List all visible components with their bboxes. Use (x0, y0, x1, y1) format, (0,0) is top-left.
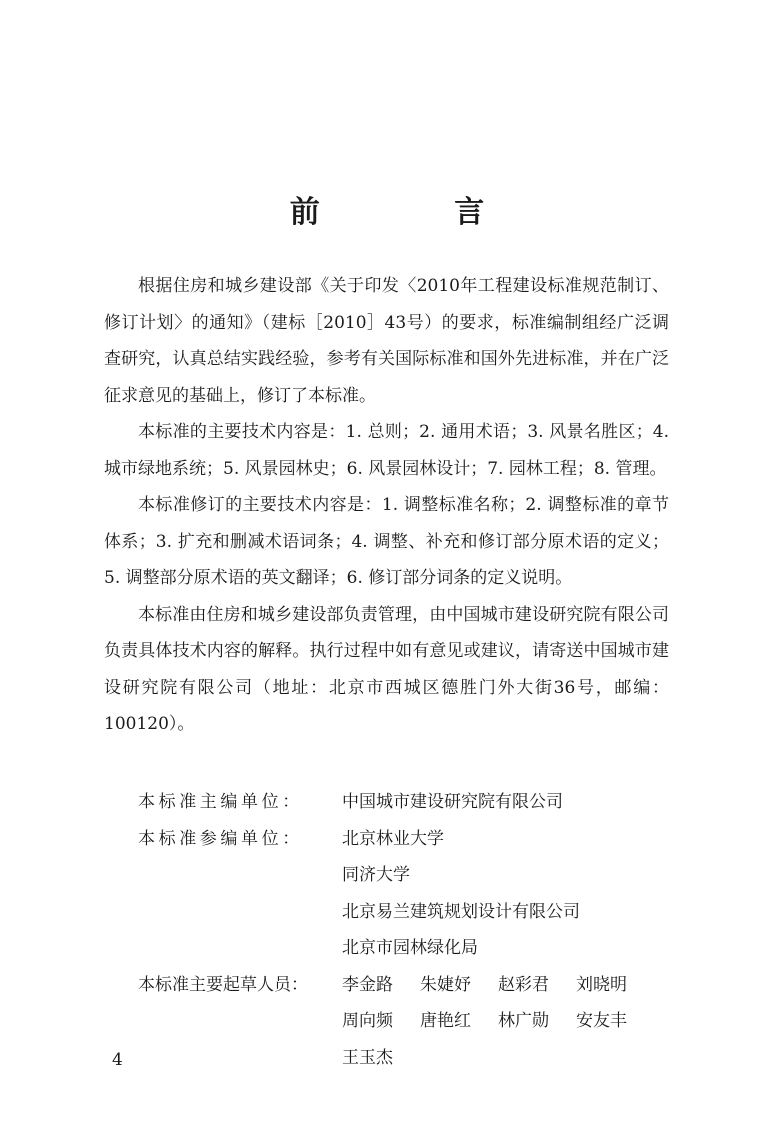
participating-units-label: 本标准参编单位： (138, 828, 303, 849)
drafter-names (342, 967, 672, 1077)
chief-unit-label: 本标准主编单位： (138, 792, 303, 812)
drafter-name: 赵彩君 (498, 974, 549, 995)
drafter-name: 安友丰 (576, 1011, 627, 1031)
drafter-name: 林广勋 (498, 1011, 549, 1031)
paragraph-main-contents: 本标准的主要技术内容是：1. 总则；2. 通用术语；3. 风景名胜区；4. 城市绿地系统；5. 风景园林史；6. 风景园林设计；7. 园林工程；8. 管理。 (104, 422, 669, 479)
drafters-label: 本标准主要起草人员： (138, 974, 308, 995)
preface-body (104, 268, 669, 743)
drafter-name: 刘晓明 (576, 974, 627, 995)
chief-unit-row (138, 784, 678, 821)
participating-unit: 北京易兰建筑规划设计有限公司 (342, 901, 580, 922)
drafter-name: 王玉杰 (342, 1047, 393, 1068)
chief-unit-value: 中国城市建设研究院有限公司 (342, 792, 563, 812)
participating-unit: 同济大学 (342, 865, 410, 885)
drafter-name: 李金路 (342, 974, 393, 995)
drafter-name: 唐艳红 (420, 1011, 471, 1031)
participating-units-row (138, 821, 678, 967)
drafters-row (138, 967, 678, 1077)
drafter-name: 周向频 (342, 1011, 393, 1031)
paragraph-basis: 根据住房和城乡建设部《关于印发〈2010年工程建设标准规范制订、修订计划〉的通知》（建标［2010］43号）的要求，标准编制组经广泛调查研究，认真总结实践经验，参考有关国际标准和国外先进标准，并在广泛征求意见的基础上，修订了本标准。 (104, 276, 669, 406)
participating-unit: 北京市园林绿化局 (342, 938, 478, 958)
paragraph-management: 本标准由住房和城乡建设部负责管理，由中国城市建设研究院有限公司负责具体技术内容的解释。执行过程中如有意见或建议，请寄送中国城市建设研究院有限公司（地址：北京市西城区德胜门外大街36号，邮编：100120）。 (104, 604, 669, 734)
page-number: 4 (112, 1050, 123, 1070)
paragraph-revision-contents: 本标准修订的主要技术内容是：1. 调整标准名称；2. 调整标准的章节体系；3. 扩充和删减术语词条；4. 调整、补充和修订部分原术语的定义；5. 调整部分原术语的英文翻译；6. 修订部分词条的定义说明。 (104, 495, 669, 588)
participating-unit: 北京林业大学 (342, 828, 444, 849)
page-title: 前 言 (289, 195, 547, 230)
units-section (138, 784, 678, 1076)
drafter-name: 朱婕妤 (420, 974, 471, 995)
